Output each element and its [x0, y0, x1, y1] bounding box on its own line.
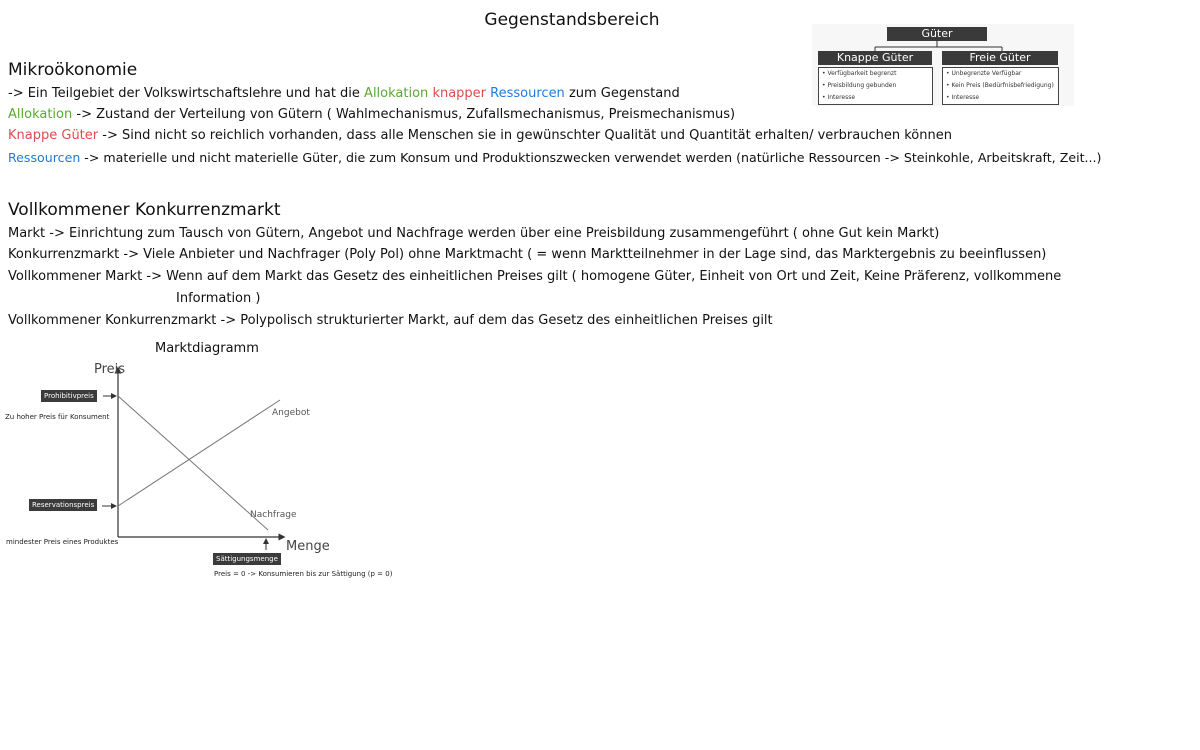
freie-gueter-box: Freie Güter	[942, 51, 1058, 65]
knappe-gueter-box: Knappe Güter	[818, 51, 932, 65]
text-fragment: zum Gegenstand	[564, 86, 680, 101]
demand-label: Nachfrage	[250, 510, 297, 520]
section-heading-mikrooekonomie: Mikroökonomie	[8, 60, 138, 80]
knappe-gueter-item: • Interesse	[822, 94, 856, 101]
term-allokation: Allokation	[8, 107, 73, 122]
definition-text: -> materielle und nicht materielle Güter, die zum Konsum und Produktionszwecken verwendet werden (natürliche Ressourcen -> Steinkohle, Arbeitskraft, Zeit...)	[80, 150, 1102, 165]
knappe-gueter-item: • Preisbildung gebunden	[822, 82, 897, 89]
vollkommener-markt-continuation: Information )	[176, 291, 261, 306]
prohibitivpreis-note: Zu hoher Preis für Konsument	[5, 413, 110, 421]
knappe-gueter-item: • Verfügbarkeit begrenzt	[822, 70, 897, 77]
page-title: Gegenstandsbereich	[484, 10, 660, 30]
section-heading-konkurrenzmarkt: Vollkommener Konkurrenzmarkt	[8, 200, 281, 220]
x-axis-label: Menge	[286, 539, 330, 554]
definition-text: -> Sind nicht so reichlich vorhanden, dass alle Menschen sie in gewünschter Qualität und Quantität erhalten/ verbrauchen können	[98, 128, 952, 143]
freie-gueter-item: • Unbegrenzte Verfügbar	[946, 70, 1022, 77]
konkurrenzmarkt-definition-line: Konkurrenzmarkt -> Viele Anbieter und Nachfrager (Poly Pol) ohne Marktmacht ( = wenn Marktteilnehmer in der Lage sind, das Marktergebnis zu beeinflussen)	[8, 247, 1047, 262]
prohibitivpreis-tag: Prohibitivpreis	[41, 390, 97, 402]
reservationspreis-tag: Reservationspreis	[29, 499, 97, 511]
term-ressourcen: Ressourcen	[490, 86, 565, 101]
term-knappe-gueter: Knappe Güter	[8, 128, 99, 143]
goods-diagram	[812, 24, 1074, 106]
markt-definition-line: Markt -> Einrichtung zum Tausch von Gütern, Angebot und Nachfrage werden über eine Preisbildung zusammengeführt ( ohne Gut kein Markt)	[8, 226, 940, 241]
freie-gueter-list	[942, 67, 1059, 105]
term-knapper: knapper	[432, 86, 487, 101]
saettigungsmenge-tag: Sättigungsmenge	[213, 553, 281, 565]
reservationspreis-note: mindester Preis eines Produktes	[6, 538, 119, 546]
saettigungsmenge-note: Preis = 0 -> Konsumieren bis zur Sättigung (p = 0)	[214, 570, 393, 578]
term-ressourcen: Ressourcen	[8, 150, 81, 165]
freie-gueter-item: • Interesse	[946, 94, 980, 101]
text-fragment: -> Ein Teilgebiet der Volkswirtschaftslehre und hat die	[8, 86, 365, 101]
y-axis-label: Preis	[94, 362, 126, 377]
demand-curve	[118, 396, 268, 530]
supply-label: Angebot	[272, 408, 310, 418]
diagram-title: Marktdiagramm	[155, 341, 259, 356]
knappe-gueter-list	[818, 67, 933, 105]
supply-curve	[118, 400, 280, 506]
definition-text: -> Zustand der Verteilung von Gütern ( Wahlmechanismus, Zufallsmechanismus, Preismechanismus)	[72, 107, 736, 122]
freie-gueter-item: • Kein Preis (Bedürfnisbefriedigung)	[946, 82, 1054, 89]
vollkommener-konkurrenzmarkt-definition-line: Vollkommener Konkurrenzmarkt -> Polypolisch strukturierter Markt, auf dem das Gesetz des einheitlichen Preises gilt	[8, 313, 773, 328]
term-allokation: Allokation	[364, 86, 429, 101]
vollkommener-markt-definition-line: Vollkommener Markt -> Wenn auf dem Markt das Gesetz des einheitlichen Preises gilt ( homogene Güter, Einheit von Ort und Zeit, Keine Präferenz, vollkommene	[8, 269, 1062, 284]
goods-root-box: Güter	[887, 27, 987, 41]
